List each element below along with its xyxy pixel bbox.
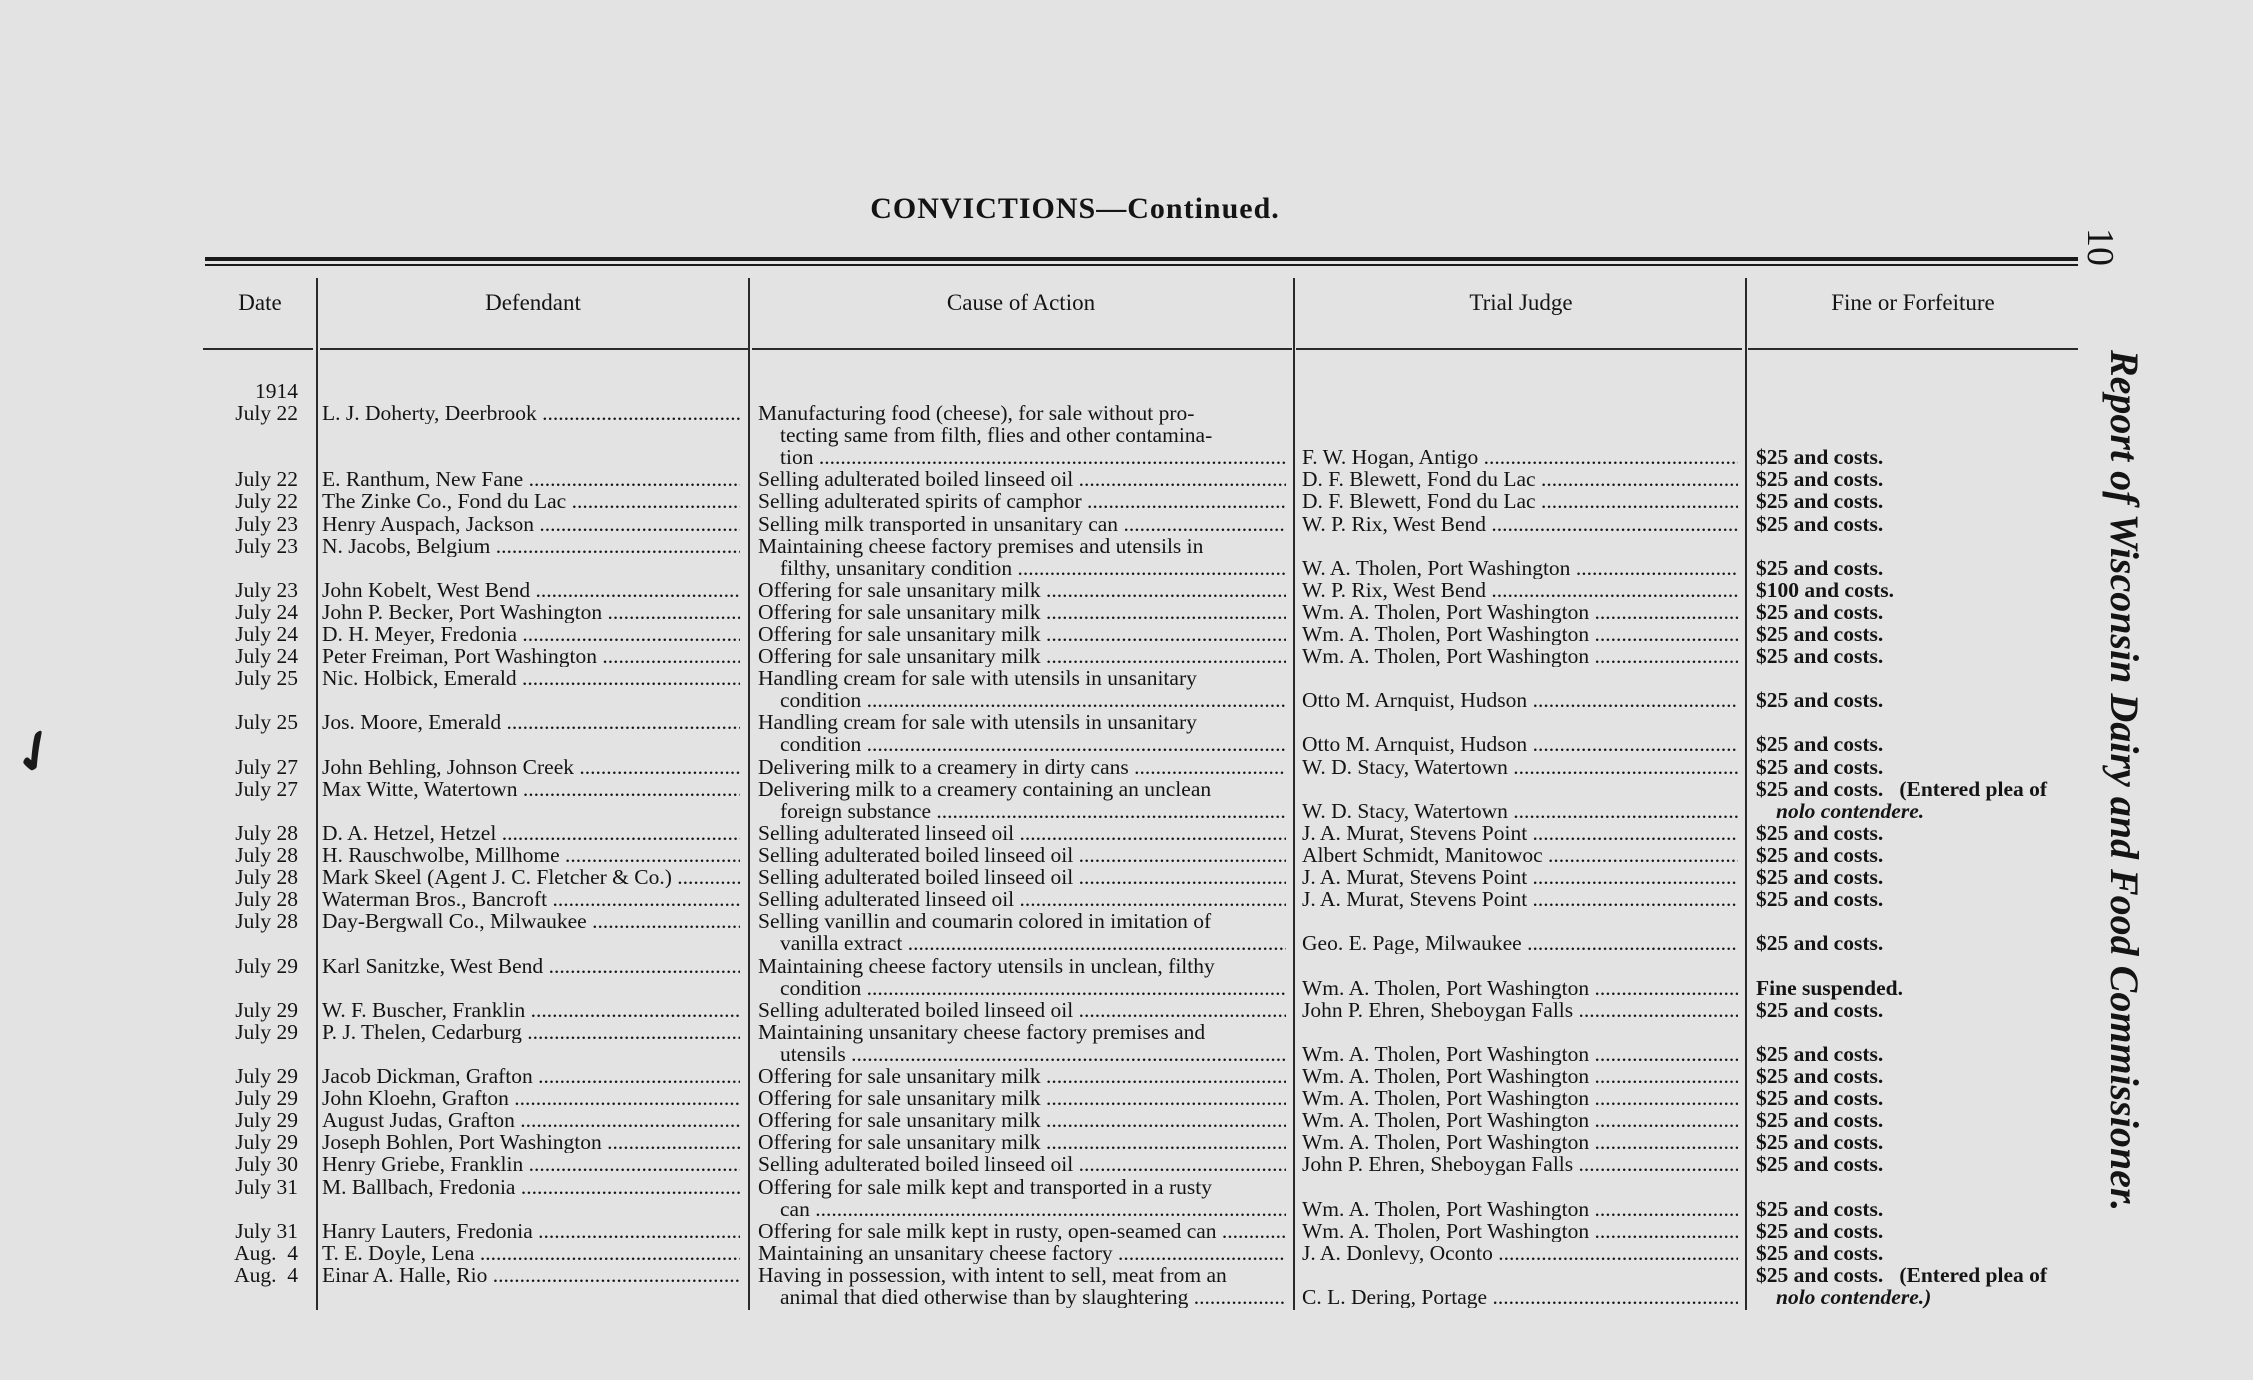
row-cause-line: Offering for sale milk kept and transported in a rusty xyxy=(758,1174,1212,1199)
running-title: Report of Wisconsin Dairy and Food Commissioner. xyxy=(2102,350,2147,1212)
row-fine-amount: $25 and costs. xyxy=(1756,511,1884,536)
row-fine-amount: $25 and costs. xyxy=(1756,732,1884,757)
row-fine xyxy=(1756,1109,2086,1131)
row-fine xyxy=(1756,468,2086,490)
row-fine xyxy=(1756,888,2086,910)
row-cause xyxy=(758,1153,1286,1175)
row-fine-amount: $25 and costs. (Entered plea of xyxy=(1756,1262,2048,1287)
row-cause-line: Maintaining cheese factory premises and utensils in xyxy=(758,533,1204,558)
row-cause xyxy=(758,866,1286,888)
page-number: 10 xyxy=(2079,228,2121,266)
row-date: Aug. 4 xyxy=(234,1240,298,1265)
row-date: July 25 xyxy=(235,666,298,691)
row-cause xyxy=(758,1131,1286,1153)
row-defendant: John P. Becker, Port Washington ..... xyxy=(322,601,740,623)
row-date: July 28 xyxy=(235,820,298,845)
column-header-fine: Fine or Forfeiture xyxy=(1831,290,1995,315)
row-trial-judge: Wm. A. Tholen, Port Washington ..... xyxy=(1302,623,1738,645)
row-cause xyxy=(758,910,1286,954)
row-fine xyxy=(1756,1065,2086,1087)
row-trial-judge: Wm. A. Tholen, Port Washington ..... xyxy=(1302,1065,1738,1087)
row-cause xyxy=(758,402,1286,468)
row-fine-amount: $25 and costs. xyxy=(1756,1041,1884,1066)
row-cause-line: tion ..... xyxy=(758,446,1286,468)
row-date: July 29 xyxy=(235,1064,298,1088)
row-cause xyxy=(758,468,1286,490)
row-cause xyxy=(758,822,1286,844)
row-trial-judge: W. A. Tholen, Port Washington ..... xyxy=(1302,557,1738,579)
row-cause-line: foreign substance ..... xyxy=(758,800,1286,822)
row-fine-amount: $25 and costs. xyxy=(1756,843,1884,867)
row-trial-judge: J. A. Murat, Stevens Point ..... xyxy=(1302,866,1738,888)
row-cause-line: Maintaining an unsanitary cheese factory ..... xyxy=(758,1242,1286,1264)
row-cause-line: Offering for sale milk kept in rusty, open-seamed can ..... xyxy=(758,1220,1286,1242)
row-trial-judge: Wm. A. Tholen, Port Washington ..... xyxy=(1302,1198,1738,1220)
row-fine xyxy=(1756,446,2086,468)
margin-pencil-mark: ✓︎ xyxy=(0,714,72,792)
row-date: July 31 xyxy=(235,1174,298,1199)
row-cause xyxy=(758,999,1286,1021)
row-fine-amount: $25 and costs. xyxy=(1756,931,1884,956)
row-cause-line: Selling adulterated boiled linseed oil ..... xyxy=(758,999,1286,1021)
row-defendant: John Kloehn, Grafton ..... xyxy=(322,1087,740,1109)
row-cause xyxy=(758,888,1286,910)
row-cause-line: Having in possession, with intent to sell, meat from an xyxy=(758,1262,1227,1287)
row-defendant: L. J. Doherty, Deerbrook ..... xyxy=(322,402,740,424)
row-defendant: Henry Auspach, Jackson ..... xyxy=(322,513,740,535)
row-fine-note: nolo contendere. xyxy=(1776,798,1925,823)
row-cause-line: Selling milk transported in unsanitary can ..... xyxy=(758,513,1286,535)
row-fine xyxy=(1756,999,2086,1021)
row-trial-judge: W. D. Stacy, Watertown ..... xyxy=(1302,800,1738,822)
row-date: July 29 xyxy=(235,1019,298,1044)
row-fine-amount: $25 and costs. xyxy=(1756,1130,1884,1155)
row-trial-judge: Wm. A. Tholen, Port Washington ..... xyxy=(1302,1109,1738,1131)
row-fine-amount: $25 and costs. xyxy=(1756,599,1884,624)
row-cause-line: Selling adulterated spirits of camphor ..... xyxy=(758,490,1286,512)
row-defendant: E. Ranthum, New Fane ..... xyxy=(322,468,740,490)
row-cause-line: utensils ..... xyxy=(758,1043,1286,1065)
header-underline xyxy=(320,348,748,350)
row-trial-judge: John P. Ehren, Sheboygan Falls ..... xyxy=(1302,1153,1738,1175)
row-cause xyxy=(758,778,1286,822)
row-fine xyxy=(1756,623,2086,645)
row-defendant: Joseph Bohlen, Port Washington ..... xyxy=(322,1131,740,1153)
row-cause-line: Offering for sale unsanitary milk ..... xyxy=(758,645,1286,667)
row-defendant: Henry Griebe, Franklin ..... xyxy=(322,1153,740,1175)
row-trial-judge: Otto M. Arnquist, Hudson ..... xyxy=(1302,733,1738,755)
row-defendant: P. J. Thelen, Cedarburg ..... xyxy=(322,1021,740,1043)
row-cause xyxy=(758,645,1286,667)
row-cause-line: condition ..... xyxy=(758,977,1286,999)
row-date: July 28 xyxy=(235,865,298,890)
column-header-defendant: Defendant xyxy=(485,290,581,315)
row-date: July 29 xyxy=(235,953,298,978)
row-cause-line: Handling cream for sale with utensils in unsanitary xyxy=(758,710,1197,735)
row-defendant: Hanry Lauters, Fredonia ..... xyxy=(322,1220,740,1242)
row-cause-line: Selling adulterated boiled linseed oil ..... xyxy=(758,1153,1286,1175)
row-trial-judge: Wm. A. Tholen, Port Washington ..... xyxy=(1302,601,1738,623)
row-trial-judge: J. A. Donlevy, Oconto ..... xyxy=(1302,1242,1738,1264)
row-cause-line: Offering for sale unsanitary milk ..... xyxy=(758,1131,1286,1153)
row-cause-line: Selling adulterated linseed oil ..... xyxy=(758,888,1286,910)
header-rule xyxy=(205,257,2078,266)
row-cause xyxy=(758,1087,1286,1109)
row-date: July 29 xyxy=(235,1130,298,1155)
row-trial-judge: J. A. Murat, Stevens Point ..... xyxy=(1302,888,1738,910)
row-cause xyxy=(758,623,1286,645)
row-cause-line: Delivering milk to a creamery containing an unclean xyxy=(758,776,1212,801)
row-defendant: N. Jacobs, Belgium ..... xyxy=(322,535,740,557)
row-cause-line: Offering for sale unsanitary milk ..... xyxy=(758,579,1286,601)
column-divider xyxy=(748,278,750,1310)
row-defendant: Mark Skeel (Agent J. C. Fletcher & Co.) ..... xyxy=(322,866,740,888)
row-date: July 31 xyxy=(235,1218,298,1243)
row-cause-line: condition ..... xyxy=(758,733,1286,755)
row-date: July 28 xyxy=(235,887,298,912)
row-cause xyxy=(758,490,1286,512)
row-defendant: Jos. Moore, Emerald ..... xyxy=(322,711,740,733)
row-fine-amount: $25 and costs. xyxy=(1756,555,1884,580)
row-cause-line: Selling adulterated boiled linseed oil ..... xyxy=(758,866,1286,888)
row-cause-line: Offering for sale unsanitary milk ..... xyxy=(758,1065,1286,1087)
row-trial-judge: Wm. A. Tholen, Port Washington ..... xyxy=(1302,1087,1738,1109)
row-fine-amount: $25 and costs. xyxy=(1756,997,1884,1022)
row-fine xyxy=(1756,1131,2086,1153)
row-cause xyxy=(758,579,1286,601)
row-defendant: T. E. Doyle, Lena ..... xyxy=(322,1242,740,1264)
row-defendant: Karl Sanitzke, West Bend ..... xyxy=(322,955,740,977)
row-date: July 25 xyxy=(235,710,298,735)
row-date: July 23 xyxy=(235,577,298,602)
row-date: July 22 xyxy=(235,467,298,492)
row-date: July 24 xyxy=(235,622,298,646)
row-cause xyxy=(758,711,1286,755)
row-defendant: W. F. Buscher, Franklin ..... xyxy=(322,999,740,1021)
row-date: July 22 xyxy=(235,489,298,514)
row-date: July 29 xyxy=(235,997,298,1022)
row-cause xyxy=(758,1220,1286,1242)
row-defendant: John Kobelt, West Bend ..... xyxy=(322,579,740,601)
row-defendant: Peter Freiman, Port Washington ..... xyxy=(322,645,740,667)
row-fine-amount: $25 and costs. xyxy=(1756,1240,1884,1265)
year-label: 1914 xyxy=(255,379,298,403)
row-fine-amount: $100 and costs. xyxy=(1756,577,1894,602)
row-cause xyxy=(758,1264,1286,1308)
row-trial-judge: Albert Schmidt, Manitowoc ..... xyxy=(1302,844,1738,866)
row-cause-line: can ..... xyxy=(758,1198,1286,1220)
row-date: July 24 xyxy=(235,644,298,669)
row-fine-note: nolo contendere.) xyxy=(1776,1284,1932,1309)
row-cause-line: Delivering milk to a creamery in dirty cans ..... xyxy=(758,756,1286,778)
row-trial-judge: J. A. Murat, Stevens Point ..... xyxy=(1302,822,1738,844)
row-fine-amount: $25 and costs. xyxy=(1756,445,1884,470)
row-trial-judge: Geo. E. Page, Milwaukee ..... xyxy=(1302,932,1738,954)
row-trial-judge: Wm. A. Tholen, Port Washington ..... xyxy=(1302,1220,1738,1242)
row-fine-amount: $25 and costs. xyxy=(1756,754,1884,779)
row-cause-line: Offering for sale unsanitary milk ..... xyxy=(758,601,1286,623)
row-fine xyxy=(1756,601,2086,623)
column-divider xyxy=(1745,278,1747,1310)
row-cause-line: Selling adulterated boiled linseed oil ..... xyxy=(758,468,1286,490)
row-cause-line: Selling adulterated boiled linseed oil ..... xyxy=(758,844,1286,866)
row-cause-line: Offering for sale unsanitary milk ..... xyxy=(758,1087,1286,1109)
row-defendant: August Judas, Grafton ..... xyxy=(322,1109,740,1131)
row-defendant: Einar A. Halle, Rio ..... xyxy=(322,1264,740,1286)
row-date: July 24 xyxy=(235,599,298,624)
header-underline xyxy=(1748,348,2078,350)
row-fine xyxy=(1756,756,2086,778)
row-cause-line: Maintaining cheese factory utensils in unclean, filthy xyxy=(758,953,1215,978)
row-date: July 30 xyxy=(235,1152,298,1177)
row-fine xyxy=(1756,1153,2086,1175)
row-trial-judge: Wm. A. Tholen, Port Washington ..... xyxy=(1302,645,1738,667)
column-header-cause: Cause of Action xyxy=(946,290,1096,315)
row-cause-line: Offering for sale unsanitary milk ..... xyxy=(758,623,1286,645)
row-fine-amount: $25 and costs. xyxy=(1756,865,1884,890)
row-date: July 22 xyxy=(235,401,298,425)
row-cause xyxy=(758,667,1286,711)
row-cause-line: vanilla extract ..... xyxy=(758,932,1286,954)
column-divider xyxy=(1293,278,1295,1310)
row-fine-amount: $25 and costs. xyxy=(1756,489,1884,514)
row-defendant: John Behling, Johnson Creek ..... xyxy=(322,756,740,778)
row-date: July 28 xyxy=(235,909,298,934)
row-fine-amount: $25 and costs. xyxy=(1756,467,1884,492)
row-date: July 27 xyxy=(235,776,298,801)
row-fine xyxy=(1756,778,2086,822)
row-fine xyxy=(1756,645,2086,667)
row-fine-amount: $25 and costs. xyxy=(1756,1064,1884,1088)
row-fine-amount: $25 and costs. xyxy=(1756,1218,1884,1243)
row-defendant: Waterman Bros., Bancroft ..... xyxy=(322,888,740,910)
column-header-judge: Trial Judge xyxy=(1469,290,1573,315)
row-cause-line: animal that died otherwise than by slaughtering ..... xyxy=(758,1286,1286,1308)
row-fine xyxy=(1756,1220,2086,1242)
row-cause xyxy=(758,513,1286,535)
row-cause-line: Manufacturing food (cheese), for sale without pro- xyxy=(758,401,1195,425)
row-defendant: Jacob Dickman, Grafton ..... xyxy=(322,1065,740,1087)
row-fine xyxy=(1756,579,2086,601)
row-fine xyxy=(1756,1198,2086,1220)
row-date: July 23 xyxy=(235,533,298,558)
row-cause-line: filthy, unsanitary condition ..... xyxy=(758,557,1286,579)
row-defendant: Max Witte, Watertown ..... xyxy=(322,778,740,800)
row-date: July 23 xyxy=(235,511,298,536)
row-date: Aug. 4 xyxy=(234,1262,298,1287)
row-fine-amount: $25 and costs. xyxy=(1756,1152,1884,1177)
header-underline xyxy=(1296,348,1742,350)
row-fine xyxy=(1756,932,2086,954)
row-trial-judge: W. P. Rix, West Bend ..... xyxy=(1302,513,1738,535)
row-fine xyxy=(1756,1264,2086,1308)
row-trial-judge: John P. Ehren, Sheboygan Falls ..... xyxy=(1302,999,1738,1021)
row-defendant: Nic. Holbick, Emerald ..... xyxy=(322,667,740,689)
row-cause xyxy=(758,844,1286,866)
row-defendant: D. H. Meyer, Fredonia ..... xyxy=(322,623,740,645)
row-trial-judge: Otto M. Arnquist, Hudson ..... xyxy=(1302,689,1738,711)
row-trial-judge: C. L. Dering, Portage ..... xyxy=(1302,1286,1738,1308)
row-fine xyxy=(1756,866,2086,888)
row-date: July 27 xyxy=(235,754,298,779)
row-date: July 29 xyxy=(235,1086,298,1111)
row-cause xyxy=(758,535,1286,579)
row-fine xyxy=(1756,557,2086,579)
row-fine xyxy=(1756,822,2086,844)
row-cause-line: Selling adulterated linseed oil ..... xyxy=(758,822,1286,844)
row-fine-amount: $25 and costs. (Entered plea of xyxy=(1756,776,2048,801)
row-cause xyxy=(758,1109,1286,1131)
row-trial-judge: F. W. Hogan, Antigo ..... xyxy=(1302,446,1738,468)
row-fine-amount: Fine suspended. xyxy=(1756,975,1903,1000)
column-divider xyxy=(316,278,318,1310)
row-trial-judge: W. D. Stacy, Watertown ..... xyxy=(1302,756,1738,778)
row-trial-judge: Wm. A. Tholen, Port Washington ..... xyxy=(1302,977,1738,999)
row-trial-judge: Wm. A. Tholen, Port Washington ..... xyxy=(1302,1043,1738,1065)
row-cause-line: Offering for sale unsanitary milk ..... xyxy=(758,1109,1286,1131)
row-fine-amount: $25 and costs. xyxy=(1756,887,1884,912)
row-defendant: Day-Bergwall Co., Milwaukee ..... xyxy=(322,910,740,932)
row-cause xyxy=(758,955,1286,999)
row-cause-line: Handling cream for sale with utensils in unsanitary xyxy=(758,666,1197,691)
row-trial-judge: D. F. Blewett, Fond du Lac ..... xyxy=(1302,490,1738,512)
header-underline xyxy=(752,348,1292,350)
row-cause-line: tecting same from filth, flies and other contamina- xyxy=(780,423,1213,447)
row-fine xyxy=(1756,1242,2086,1264)
row-trial-judge: Wm. A. Tholen, Port Washington ..... xyxy=(1302,1131,1738,1153)
row-cause xyxy=(758,1065,1286,1087)
header-underline xyxy=(203,348,313,350)
row-fine xyxy=(1756,490,2086,512)
row-fine xyxy=(1756,977,2086,999)
row-fine-amount: $25 and costs. xyxy=(1756,644,1884,669)
row-cause-line: Maintaining unsanitary cheese factory premises and xyxy=(758,1019,1206,1044)
row-fine-amount: $25 and costs. xyxy=(1756,1086,1884,1111)
column-header-date: Date xyxy=(238,290,282,315)
row-fine xyxy=(1756,1087,2086,1109)
row-cause-line: Selling vanillin and coumarin colored in imitation of xyxy=(758,909,1212,934)
row-fine xyxy=(1756,844,2086,866)
page-title: CONVICTIONS—Continued. xyxy=(870,192,1280,225)
row-trial-judge: D. F. Blewett, Fond du Lac ..... xyxy=(1302,468,1738,490)
row-fine-amount: $25 and costs. xyxy=(1756,688,1884,713)
row-defendant: The Zinke Co., Fond du Lac ..... xyxy=(322,490,740,512)
row-fine xyxy=(1756,513,2086,535)
row-date: July 28 xyxy=(235,843,298,867)
row-defendant: M. Ballbach, Fredonia ..... xyxy=(322,1176,740,1198)
row-date: July 29 xyxy=(235,1108,298,1133)
row-cause xyxy=(758,1242,1286,1264)
row-fine-amount: $25 and costs. xyxy=(1756,622,1884,646)
row-defendant: D. A. Hetzel, Hetzel ..... xyxy=(322,822,740,844)
row-cause-line: condition ..... xyxy=(758,689,1286,711)
row-defendant: H. Rauschwolbe, Millhome ..... xyxy=(322,844,740,866)
row-fine xyxy=(1756,689,2086,711)
row-fine-amount: $25 and costs. xyxy=(1756,1196,1884,1221)
row-fine-amount: $25 and costs. xyxy=(1756,1108,1884,1133)
row-cause xyxy=(758,601,1286,623)
row-cause xyxy=(758,756,1286,778)
row-fine xyxy=(1756,1043,2086,1065)
row-fine xyxy=(1756,733,2086,755)
row-trial-judge: W. P. Rix, West Bend ..... xyxy=(1302,579,1738,601)
row-fine-amount: $25 and costs. xyxy=(1756,820,1884,845)
row-cause xyxy=(758,1176,1286,1220)
row-cause xyxy=(758,1021,1286,1065)
